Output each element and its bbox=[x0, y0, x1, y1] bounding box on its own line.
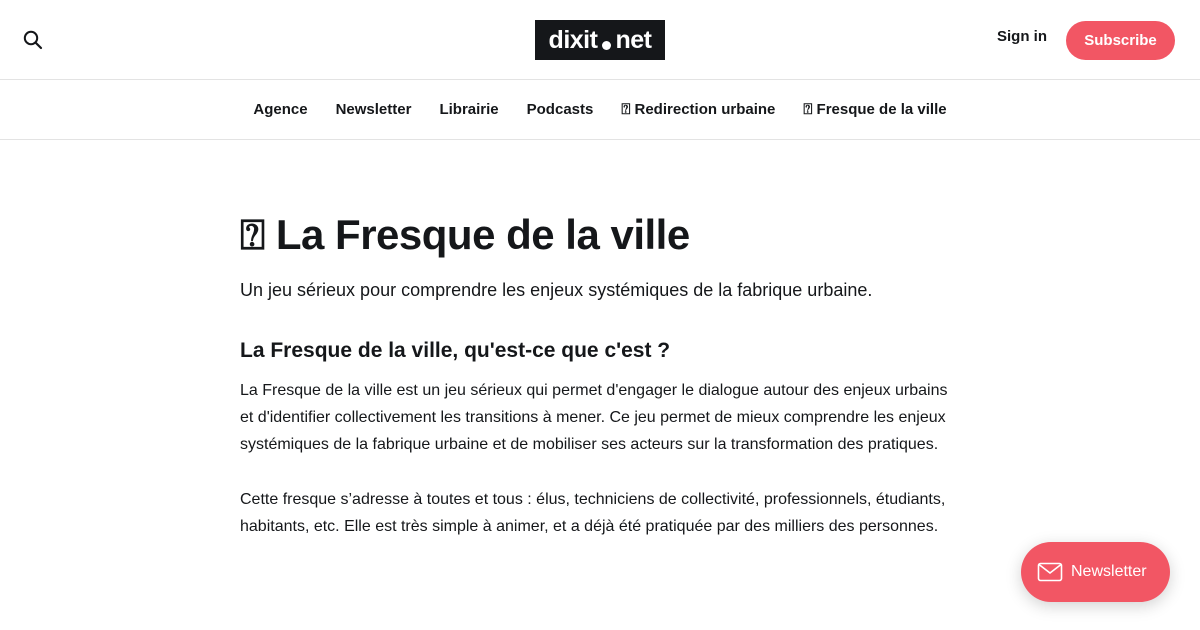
search-icon[interactable] bbox=[22, 29, 44, 51]
logo-dot bbox=[602, 41, 611, 50]
page-title: ⍰ La Fresque de la ville bbox=[240, 211, 690, 258]
page-subtitle: Un jeu sérieux pour comprendre les enjeux systémiques de la fabrique urbaine. bbox=[240, 280, 873, 301]
nav-item-fresque-de-la-ville[interactable]: ⍰ Fresque de la ville bbox=[803, 101, 947, 118]
nav-item-podcasts[interactable]: Podcasts bbox=[526, 101, 594, 118]
subscribe-button[interactable]: Subscribe bbox=[1066, 21, 1175, 60]
logo-text-right: net bbox=[615, 25, 652, 54]
site-header bbox=[0, 0, 1200, 80]
nav-item-librairie[interactable]: Librairie bbox=[439, 101, 499, 118]
nav-item-newsletter[interactable]: Newsletter bbox=[335, 101, 412, 118]
nav-item-agence[interactable]: Agence bbox=[253, 101, 308, 118]
signin-link[interactable]: Sign in bbox=[997, 28, 1047, 45]
newsletter-floating-button[interactable] bbox=[1021, 542, 1170, 602]
site-logo[interactable] bbox=[535, 20, 665, 60]
newsletter-floating-label: Newsletter bbox=[1071, 563, 1147, 580]
nav-item-redirection-urbaine[interactable]: ⍰ Redirection urbaine bbox=[621, 101, 776, 118]
article-content bbox=[240, 140, 960, 540]
article-paragraph: Cette fresque s’adresse à toutes et tous : élus, techniciens de collectivité, professionnels, étudiants, habitants, etc. Elle est très simple à animer, et a déjà été pratiquée par des milliers des personnes. bbox=[240, 491, 946, 536]
logo-text-left: dixit bbox=[548, 25, 598, 54]
section-heading: La Fresque de la ville, qu'est-ce que c'est ? bbox=[240, 339, 671, 363]
main-nav bbox=[0, 80, 1200, 140]
article-paragraph: La Fresque de la ville est un jeu sérieux qui permet d'engager le dialogue autour des enjeux urbains et d'identifier collectivement les transitions à mener. Ce jeu permet de mieux comprendre les enjeux systémiques de la fabrique urbaine et de mobiliser ses acteurs sur la transformation des pratiques. bbox=[240, 382, 948, 454]
envelope-icon bbox=[1037, 562, 1063, 582]
